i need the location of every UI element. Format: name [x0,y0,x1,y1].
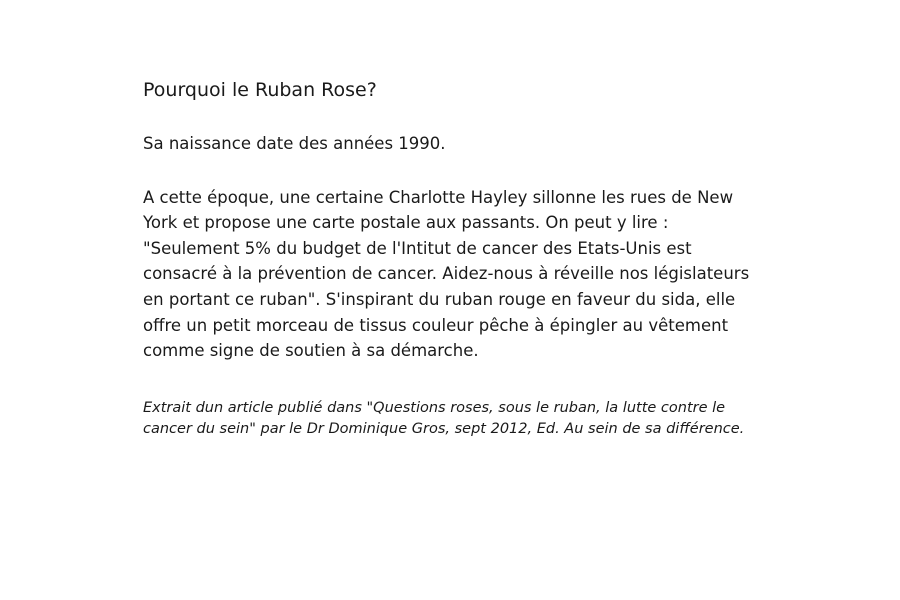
lede-paragraph: Sa naissance date des années 1990. [143,133,446,153]
page-title: Pourquoi le Ruban Rose? [143,79,377,101]
body-paragraph: A cette époque, une certaine Charlotte Hayley sillonne les rues de New York et propose une carte postale aux passants. On peut y lire : "Seulement 5% du budget de l'Intitut de cancer des Etats-Unis est consacré à la prévention de cancer. Aidez-nous à réveille nos législateurs en portant ce ruban". S'inspirant du ruban rouge en faveur du sida, elle offre un petit morceau de tissus couleur pêche à épingler au vêtement comme signe de soutien à sa démarche. [143,187,750,361]
document-content [143,78,753,441]
source-note: Extrait dun article publié dans "Questions roses, sous le ruban, la lutte contre le cancer du sein" par le Dr Dominique Gros, sept 2012, Ed. Au sein de sa différence. [143,399,745,438]
